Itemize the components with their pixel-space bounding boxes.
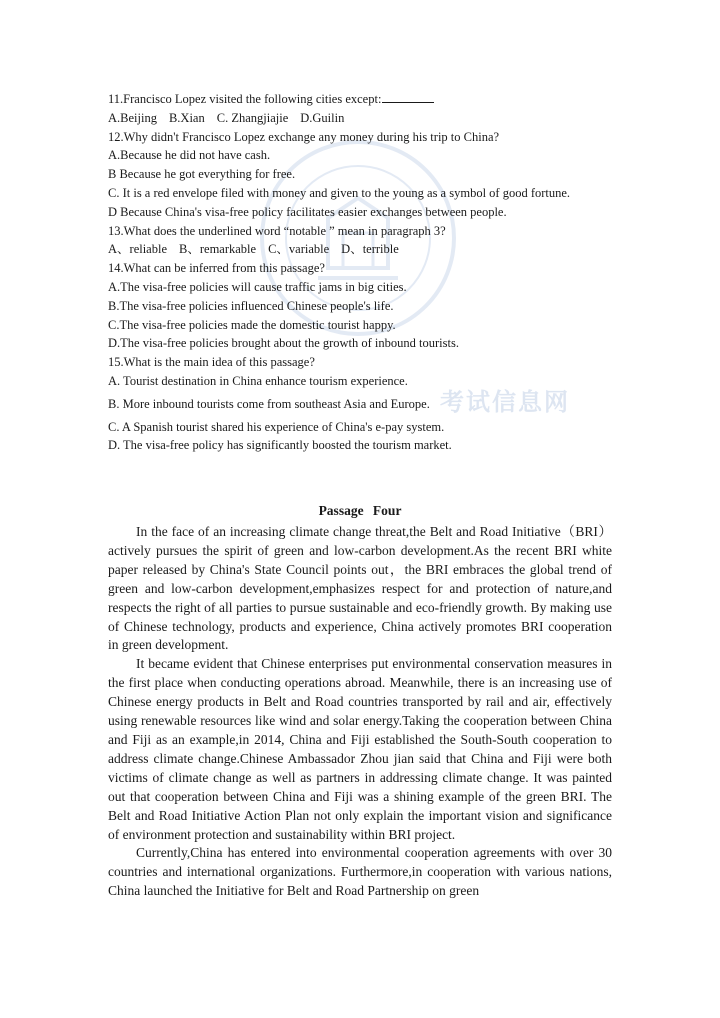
option-c: C. It is a red envelope filed with money and given to the young as a symbol of good fortune. bbox=[108, 185, 571, 200]
question-14: 14.What can be inferred from this passage? bbox=[108, 261, 325, 276]
question-15: 15.What is the main idea of this passage? bbox=[108, 355, 315, 370]
passage-paragraph-3: Currently,China has entered into environmental cooperation agreements with over 30 countries and international organizations. Furthermore,in cooperation with various nations, China launched the Initiative for Belt and Road Partnership on green bbox=[108, 845, 612, 899]
question-options bbox=[108, 109, 620, 128]
question-11 bbox=[108, 90, 620, 109]
answer-blank bbox=[382, 91, 434, 103]
passage-title: Passage Four bbox=[318, 503, 402, 518]
option-a: A.Beijing bbox=[108, 110, 157, 125]
option-a: A.Because he did not have cash. bbox=[108, 148, 271, 163]
passage-paragraph-2: It became evident that Chinese enterprises put environmental conservation measures in the first place when conducting operations abroad. Meanwhile, there is an increasing use of Chinese energy products in Belt and Road countries transported by rail and air, effectively using renewable resources like wind and solar energy.Taking the cooperation between China and Fiji as an example,in 2014, China and Fiji established the South-South cooperation to address climate change.Chinese Ambassador Zhou jian said that China and Fiji were both victims of climate change as well as partners in addressing climate change. It was painted out that cooperation between China and Fiji was a shining example of the green BRI. The Belt and Road Initiative Action Plan not only explain the important vision and significance of environment protection and sustainability within BRI project. bbox=[108, 656, 612, 842]
questions-section bbox=[108, 90, 620, 455]
option-d: D.The visa-free policies brought about the growth of inbound tourists. bbox=[108, 336, 459, 351]
option-d: D Because China's visa-free policy facilitates easier exchanges between people. bbox=[108, 204, 507, 219]
option-c: C. Zhangjiajie bbox=[216, 110, 289, 125]
question-13: 13.What does the underlined word “notable ” mean in paragraph 3? bbox=[108, 223, 446, 238]
option-a: A. Tourist destination in China enhance tourism experience. bbox=[108, 373, 408, 388]
option-d: D. The visa-free policy has significantly boosted the tourism market. bbox=[108, 438, 452, 453]
option-c: C、variable bbox=[268, 242, 330, 257]
option-b: B.The visa-free policies influenced Chinese people's life. bbox=[108, 298, 394, 313]
option-b: B. More inbound tourists come from southeast Asia and Europe. bbox=[108, 396, 430, 411]
option-b: B Because he got everything for free. bbox=[108, 167, 296, 182]
question-options bbox=[108, 240, 620, 259]
option-c: C.The visa-free policies made the domestic tourist happy. bbox=[108, 317, 396, 332]
site-watermark: 考试信息网 bbox=[440, 388, 570, 416]
passage-paragraph-1: In the face of an increasing climate change threat,the Belt and Road Initiative（BRI）actively pursues the spirit of green and low-carbon development.As the recent BRI white paper released by China's State Council points out，the BRI embraces the global trend of green and low-carbon development,emphasizes respect for and protection of nature,and respects the right of all parties to pursue sustainable and eco-friendly growth. By making use of Chinese technology, products and experience, China actively promotes BRI cooperation in green development. bbox=[108, 524, 612, 653]
passage-body bbox=[108, 523, 612, 901]
question-stem: 11.Francisco Lopez visited the following cities except: bbox=[108, 92, 382, 106]
question-12: 12.Why didn't Francisco Lopez exchange any money during his trip to China? bbox=[108, 129, 500, 144]
option-b: B.Xian bbox=[168, 110, 205, 125]
option-d: D.Guilin bbox=[300, 110, 345, 125]
option-d: D、terrible bbox=[341, 242, 399, 257]
option-b: B、remarkable bbox=[179, 242, 257, 257]
option-c: C. A Spanish tourist shared his experience of China's e-pay system. bbox=[108, 419, 445, 434]
option-a: A.The visa-free policies will cause traffic jams in big cities. bbox=[108, 279, 407, 294]
option-a: A、reliable bbox=[108, 242, 168, 257]
